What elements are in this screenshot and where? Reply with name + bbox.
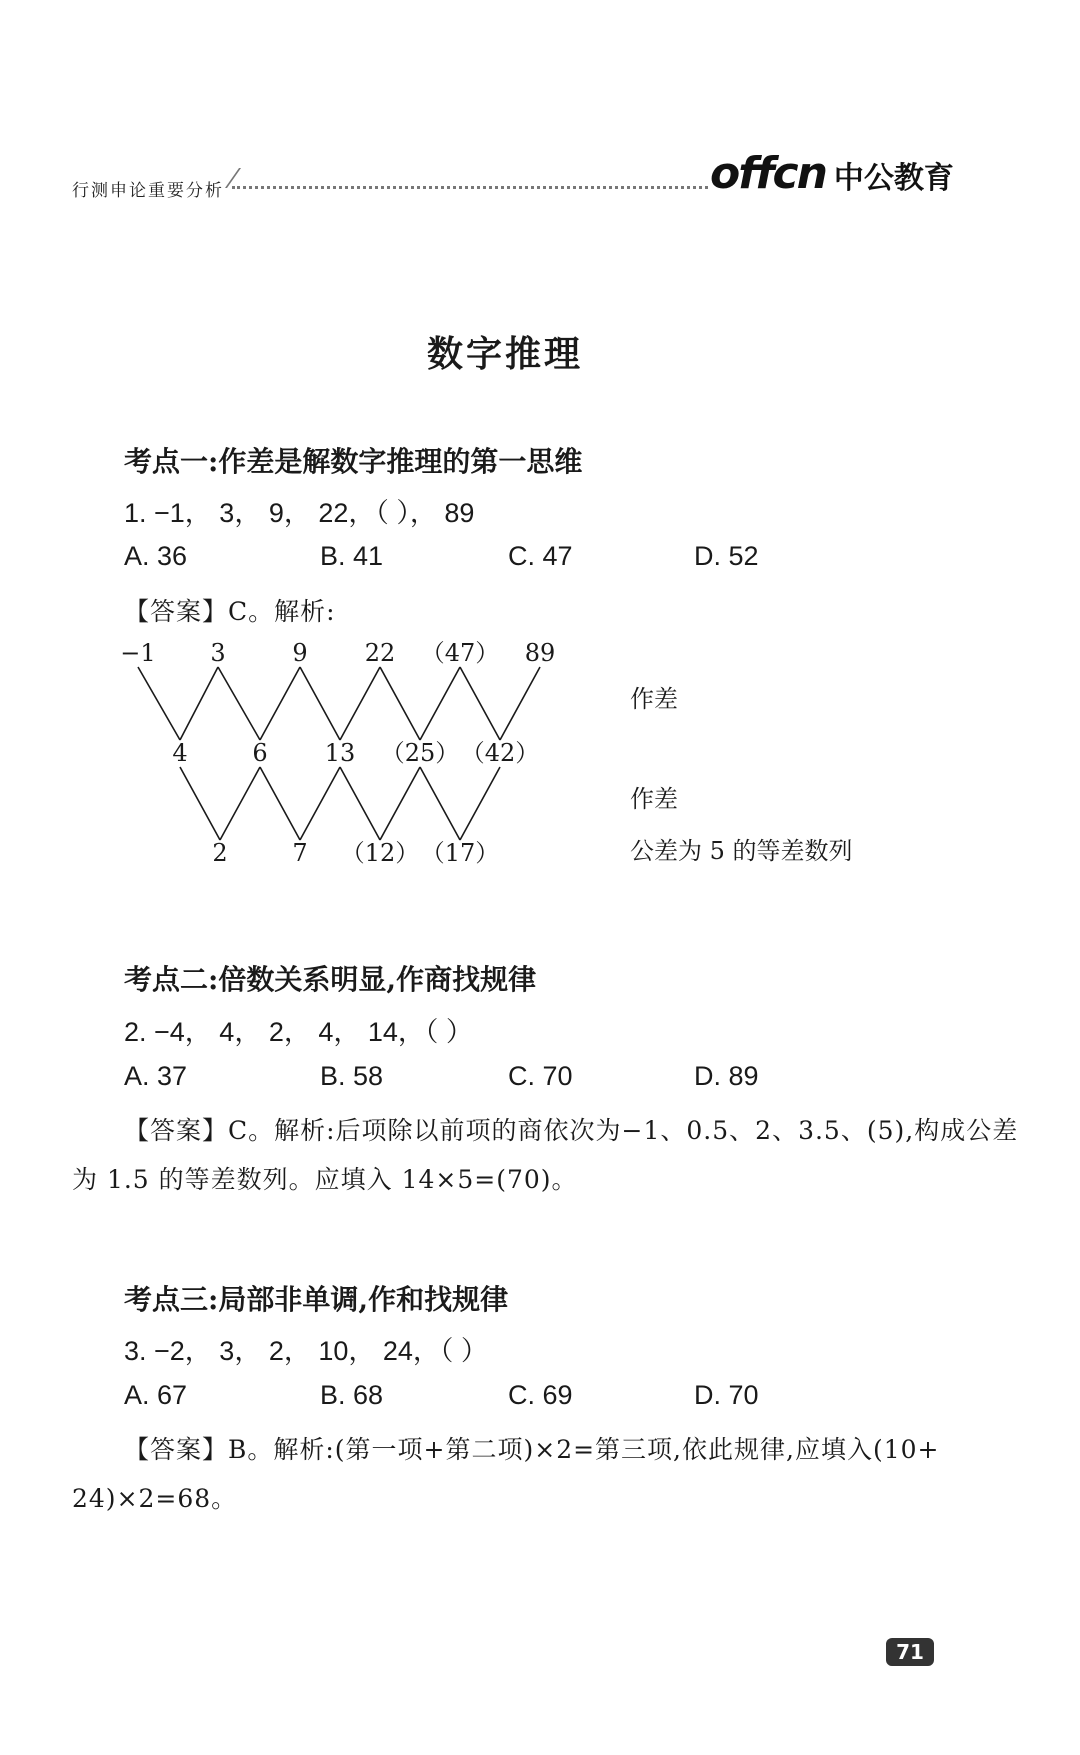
- row3-value: （17）: [420, 839, 500, 867]
- question-3: 3. −2， 3， 2， 10， 24，（ ）: [124, 1336, 488, 1366]
- logo-latin-text: offcn: [710, 148, 826, 199]
- section-3-heading: 考点三:局部非单调,作和找规律: [124, 1283, 509, 1316]
- logo-cn-text: 中公教育: [833, 161, 954, 196]
- diagram-note-1: 作差: [630, 685, 678, 713]
- row1-value: 3: [210, 639, 226, 667]
- question-2-options: [124, 1061, 924, 1101]
- option-d: D. 70: [694, 1380, 759, 1410]
- option-d: D. 89: [694, 1061, 759, 1091]
- section-1-heading: 考点一:作差是解数字推理的第一思维: [124, 445, 583, 478]
- diagram-row-2: [172, 739, 539, 767]
- row1-value: 89: [524, 639, 556, 667]
- option-c: C. 47: [508, 541, 573, 571]
- publisher-logo: [710, 148, 954, 198]
- diagram-note-2: 作差: [630, 785, 678, 813]
- row2-value: 4: [172, 739, 188, 767]
- answer-1: 【答案】C。解析:: [124, 597, 336, 626]
- diagram-note-3: 公差为 5 的等差数列: [630, 837, 853, 865]
- header-dotted-rule: [232, 186, 708, 189]
- row2-value: 6: [252, 739, 268, 767]
- row1-value: 9: [292, 639, 308, 667]
- option-b: B. 58: [320, 1061, 384, 1091]
- row3-value: 2: [212, 839, 228, 867]
- option-a: A. 36: [124, 541, 188, 571]
- answer-3-line-1: 【答案】B。解析:(第一项+第二项)×2=第三项,依此规律,应填入(10+: [124, 1435, 940, 1464]
- row1-value: （47）: [420, 639, 500, 667]
- option-a: A. 67: [124, 1380, 188, 1410]
- running-header-label: 行测申论重要分析: [72, 181, 224, 201]
- difference-diagram: [110, 635, 940, 875]
- row2-value: （42）: [460, 739, 540, 767]
- option-b: B. 41: [320, 541, 384, 571]
- section-2-heading: 考点二:倍数关系明显,作商找规律: [124, 963, 537, 996]
- row1-value: −1: [120, 639, 156, 667]
- answer-3-line-2: 24)×2=68。: [72, 1484, 238, 1513]
- row3-value: 7: [292, 839, 308, 867]
- diagram-row-3: [212, 839, 499, 867]
- option-b: B. 68: [320, 1380, 384, 1410]
- question-1: 1. −1， 3， 9， 22，（ ）， 89: [124, 498, 475, 528]
- answer-2-line-2: 为 1.5 的等差数列。应填入 14×5=(70)。: [72, 1165, 578, 1194]
- row3-value: （12）: [340, 839, 420, 867]
- question-3-options: [124, 1380, 924, 1420]
- diagram-row-1: [120, 639, 555, 667]
- option-c: C. 69: [508, 1380, 573, 1410]
- row1-value: 22: [364, 639, 396, 667]
- page-title: 数字推理: [426, 334, 583, 375]
- question-1-options: [124, 541, 924, 581]
- page-number: 71: [886, 1638, 934, 1666]
- answer-2-line-1: 【答案】C。解析:后项除以前项的商依次为−1、0.5、2、3.5、(5),构成公差: [124, 1116, 1019, 1145]
- option-a: A. 37: [124, 1061, 188, 1091]
- option-d: D. 52: [694, 541, 759, 571]
- question-2: 2. −4， 4， 2， 4， 14，（ ）: [124, 1017, 473, 1047]
- row2-value: （25）: [380, 739, 460, 767]
- option-c: C. 70: [508, 1061, 573, 1091]
- row2-value: 13: [324, 739, 356, 767]
